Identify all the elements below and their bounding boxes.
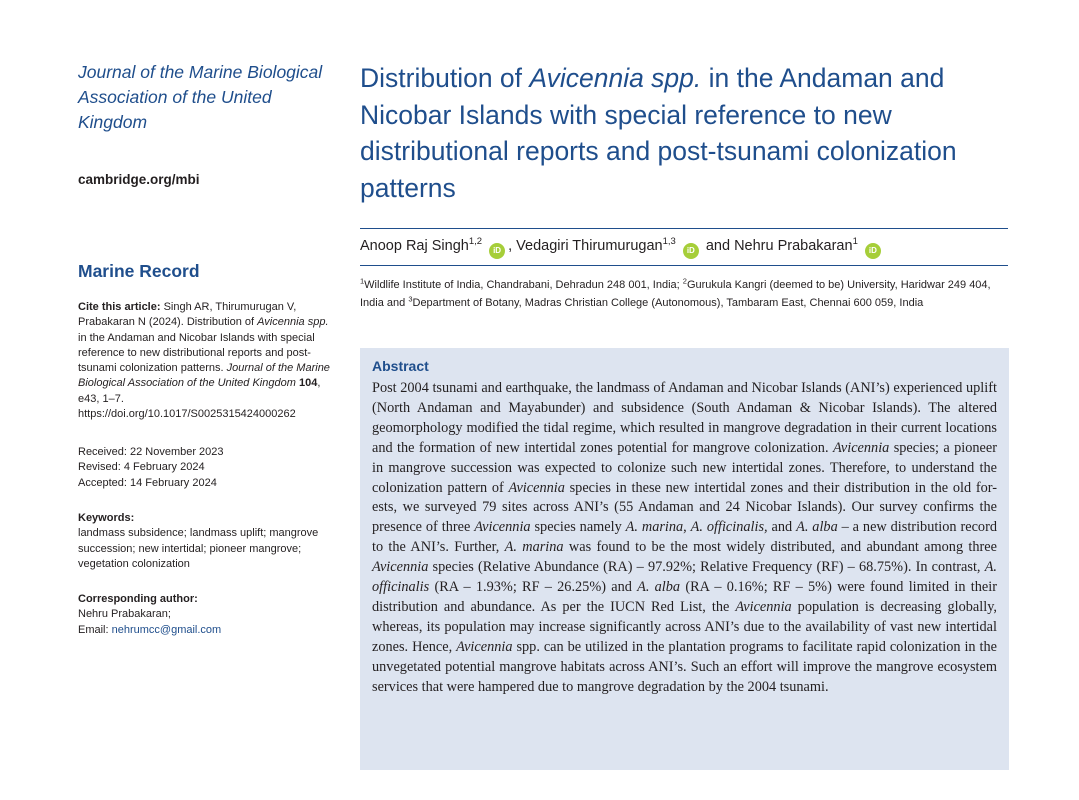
revised-date: Revised: 4 February 2024 [78, 461, 205, 474]
abstract-italic-term: A. alba [796, 519, 838, 536]
citation-block [78, 300, 340, 422]
author-name[interactable]: Anoop Raj Singh [360, 238, 469, 254]
accepted-date: Accepted: 14 February 2024 [78, 476, 217, 489]
abstract-italic-term: Avicennia [508, 479, 565, 496]
abstract-italic-term: Avicennia [735, 598, 792, 615]
corresponding-label: Corresponding author: [78, 593, 198, 605]
abstract-text-segment: spp. can be utilized in the plantation programs to facilitate rapid colonization in the unvegetated potential mangrove habitats across ANI’s. Such an effort will improve the mangrove ecosystem services that were hampered due to mangrove degradation by the 2004 tsunami. [372, 638, 998, 695]
affiliations [360, 276, 1010, 312]
orcid-icon[interactable]: iD [489, 243, 505, 259]
affil-1: Wildlife Institute of India, Chandrabani, Dehradun 248 001, India; [364, 279, 683, 291]
author-separator: , [508, 238, 517, 254]
abstract-text-segment: and [767, 519, 797, 536]
abstract-text-segment: species (Relative Abundance (RA) – 97.92%; Relative Frequency (RF) – 68.75%). In contrast, [428, 559, 985, 576]
abstract-italic-term: Avicennia [832, 439, 890, 456]
orcid-icon[interactable]: iD [683, 243, 699, 259]
cite-journal: Journal of the Marine Biological Association of the United Kingdom [78, 362, 330, 390]
abstract-text-segment: Post 2004 tsunami and earthquake, the landmass of Andaman and Nicobar Islands (ANI’s) experienced uplift (North Andaman and Mayabunder) and subsidence (South Andaman & Nicobar Islands). The altered geomorphology modified the tidal regime, which resulted in mangrove degradation in their current locations and the formation of new intertidal zones potential for mangrove colonization. [372, 380, 997, 456]
affil-sup: 1 [360, 276, 365, 286]
abstract-italic-term: A. officinalis [372, 559, 997, 596]
title-part-2: in the Andaman and Nicobar Islands with special reference to new distributional reports and post-tsunami colonization patterns [360, 63, 957, 203]
email-link[interactable]: nehrumcc@gmail.com [111, 623, 222, 636]
cite-text-1: Singh AR, Thirumurugan V, Prabakaran N (2024). Distribution of [78, 301, 297, 329]
abstract-text-segment: , [683, 519, 691, 536]
abstract-italic-term: A. alba [637, 579, 681, 596]
keywords-label: Keywords: [78, 512, 135, 524]
abstract-text-segment: species namely [530, 519, 626, 536]
received-date: Received: 22 November 2023 [78, 446, 224, 458]
author-name[interactable]: Nehru Prabakaran [734, 238, 853, 254]
corresponding-name: Nehru Prabakaran; [78, 608, 171, 621]
affil-3: Department of Botany, Madras Christian College (Autonomous), Tambaram East, Chennai 600 059, India [412, 297, 924, 309]
author-name[interactable]: Vedagiri Thirumurugan [516, 238, 663, 254]
abstract-text-segment: species in these new intertidal zones and their distribution in the old for-ests, we surveyed 79 sites across ANI’s (55 Andaman and 24 Nicobar Islands). Our survey confirms the presence of three [372, 479, 998, 536]
abstract-heading: Abstract [372, 358, 429, 374]
dates-block [78, 445, 340, 491]
corresponding-author-block [78, 592, 340, 638]
journal-name: Journal of the Marine Biological Association of the United Kingdom [78, 62, 323, 132]
affil-sup: 3 [408, 294, 413, 304]
abstract-italic-term: Avicennia [372, 559, 429, 576]
keywords-block [78, 511, 340, 572]
title-part-1: Distribution of [360, 63, 530, 93]
abstract-italic-term: Avicennia [474, 519, 531, 536]
abstract-text-segment: – a new distribution record to the ANI’s. Further, [372, 519, 997, 556]
author-affil-sup: 1 [852, 236, 858, 248]
cite-label: Cite this article: [78, 301, 161, 313]
abstract-text-segment: (RA – 1.93%; RF – 26.25%) and [429, 579, 638, 596]
abstract-text-segment: was found to be the most widely distributed, and abundant among three [563, 539, 997, 556]
article-section: Marine Record [78, 261, 200, 281]
author-affil-sup: 1,3 [662, 236, 676, 248]
author-list [360, 236, 1010, 259]
abstract-italic-term: Avicennia [456, 638, 513, 655]
cite-text-2: in the Andaman and Nicobar Islands with special reference to new distributional reports and post-tsunami colonization patterns. [78, 331, 315, 375]
abstract-box [360, 348, 1009, 770]
article-title [360, 60, 1010, 206]
abstract-text [372, 379, 997, 698]
abstract-italic-term: A. marina [504, 539, 564, 556]
title-divider [360, 228, 1008, 229]
authors-divider [360, 265, 1008, 266]
affil-2: Gurukula Kangri (deemed to be) University, Haridwar 249 404, India and [360, 279, 991, 309]
abstract-italic-term: A. officinalis, [690, 519, 768, 536]
cite-italic-genus: Avicennia spp. [257, 316, 329, 329]
abstract-text-segment: population is decreasing globally, whereas, its population may increase significantly across ANI’s due to the availability of vast new intertidal zones. Hence, [372, 598, 997, 655]
affil-sup: 2 [682, 276, 687, 286]
title-italic: Avicennia spp. [529, 63, 702, 93]
journal-site-link[interactable]: cambridge.org/mbi [78, 172, 200, 187]
cite-volume: 104 [298, 377, 318, 390]
abstract-text-segment: species; a pioneer in mangrove succession was expected to colonize such new intertidal zones. Therefore, to understand the colonization pattern of [372, 439, 997, 496]
abstract-text-segment: (RA – 0.16%; RF – 5%) were found limited in their distribution and abundance. As per the IUCN Red List, the [372, 579, 997, 615]
cite-text-3[interactable]: , e43, 1–7. https://doi.org/10.1017/S0025315424000262 [78, 377, 321, 421]
keywords-text: landmass subsidence; landmass uplift; mangrove succession; new intertidal; pioneer mangrove; vegetation colonization [78, 527, 319, 570]
email-label: Email: [78, 623, 112, 636]
orcid-icon[interactable]: iD [865, 243, 881, 259]
author-separator: and [701, 238, 735, 254]
abstract-italic-term: A. marina [625, 519, 684, 536]
author-affil-sup: 1,2 [468, 236, 483, 248]
